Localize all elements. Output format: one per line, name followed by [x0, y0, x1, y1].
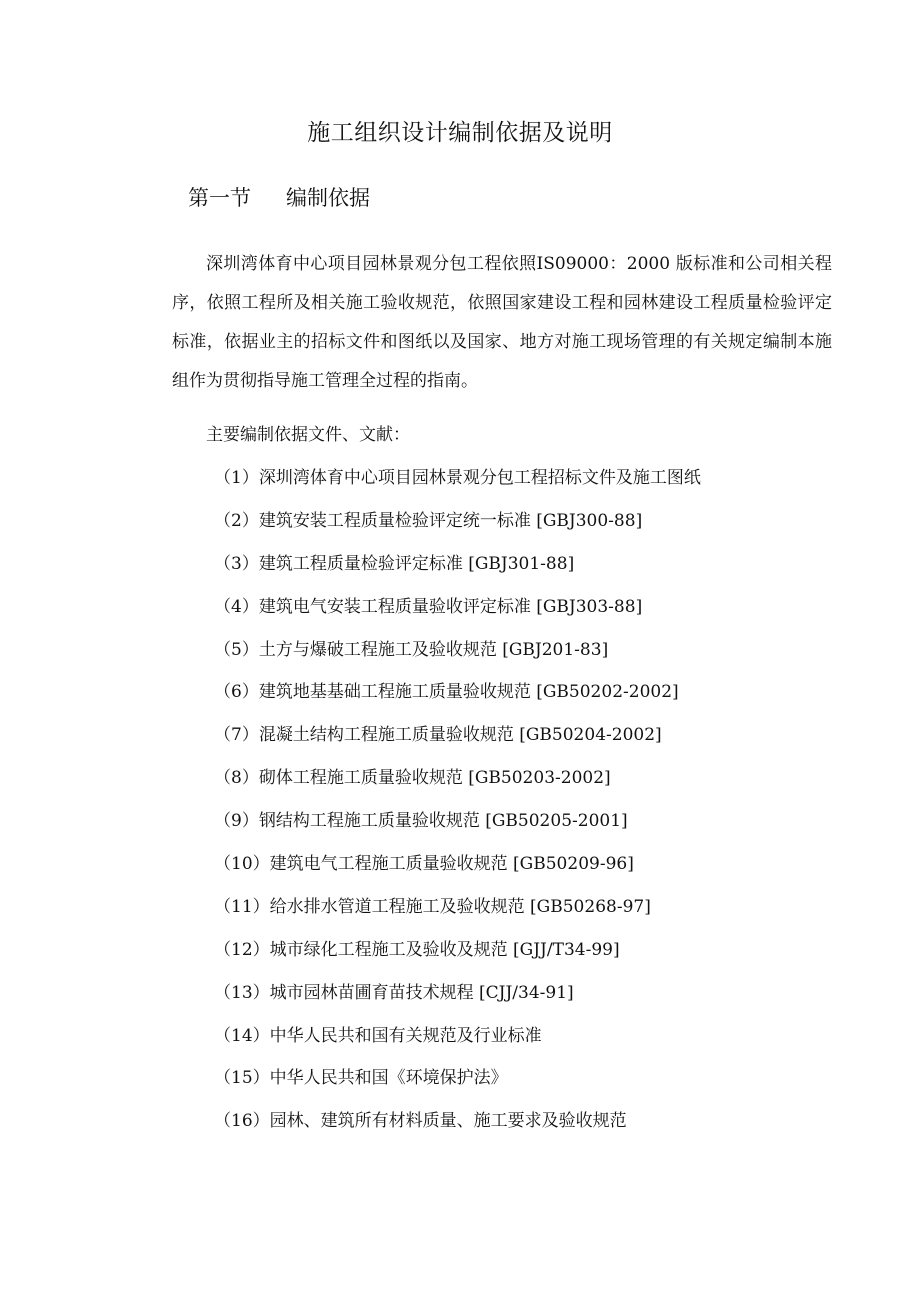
reference-item: （10）建筑电气工程施工质量验收规范 [GB50209-96] [214, 854, 634, 875]
reference-item: （14）中华人民共和国有关规范及行业标准 [214, 1025, 542, 1046]
reference-item: （13）城市园林苗圃育苗技术规程 [CJJ/34-91] [214, 982, 574, 1003]
section-title: 编制依据 [286, 186, 370, 210]
section-heading [188, 182, 370, 214]
reference-list [214, 465, 701, 1151]
reference-item: （7）混凝土结构工程施工质量验收规范 [GB50204-2002] [214, 725, 662, 746]
reference-item: （4）建筑电气安装工程质量验收评定标准 [GBJ303-88] [214, 596, 643, 617]
intro-paragraph: 深圳湾体育中心项目园林景观分包工程依照IS09000：2000 版标准和公司相关程序，依照工程所及相关施工验收规范，依照国家建设工程和园林建设工程质量检验评定标准，依据业主的招标文件和图纸以及国家、地方对施工现场管理的有关规定编制本施组作为贯彻指导施工管理全过程的指南。 [172, 254, 832, 391]
reference-item: （15）中华人民共和国《环境保护法》 [214, 1068, 508, 1089]
reference-item: （5）土方与爆破工程施工及验收规范 [GBJ201-83] [214, 639, 609, 660]
reference-item: （6）建筑地基基础工程施工质量验收规范 [GB50202-2002] [214, 682, 679, 703]
reference-item: （3）建筑工程质量检验评定标准 [GBJ301-88] [214, 553, 575, 574]
reference-item: （16）园林、建筑所有材料质量、施工要求及验收规范 [214, 1111, 627, 1132]
reference-item: （9）钢结构工程施工质量验收规范 [GB50205-2001] [214, 811, 628, 832]
reference-item: （1）深圳湾体育中心项目园林景观分包工程招标文件及施工图纸 [214, 468, 701, 488]
reference-list-heading: 主要编制依据文件、文献： [206, 425, 410, 445]
reference-item: （11）给水排水管道工程施工及验收规范 [GB50268-97] [214, 896, 651, 917]
section-number: 第一节 [188, 186, 251, 210]
document-title: 施工组织设计编制依据及说明 [307, 120, 613, 146]
reference-item: （2）建筑安装工程质量检验评定统一标准 [GBJ300-88] [214, 510, 643, 531]
reference-item: （8）砌体工程施工质量验收规范 [GB50203-2002] [214, 768, 611, 789]
reference-item: （12）城市绿化工程施工及验收及规范 [GJJ/T34-99] [214, 939, 620, 960]
